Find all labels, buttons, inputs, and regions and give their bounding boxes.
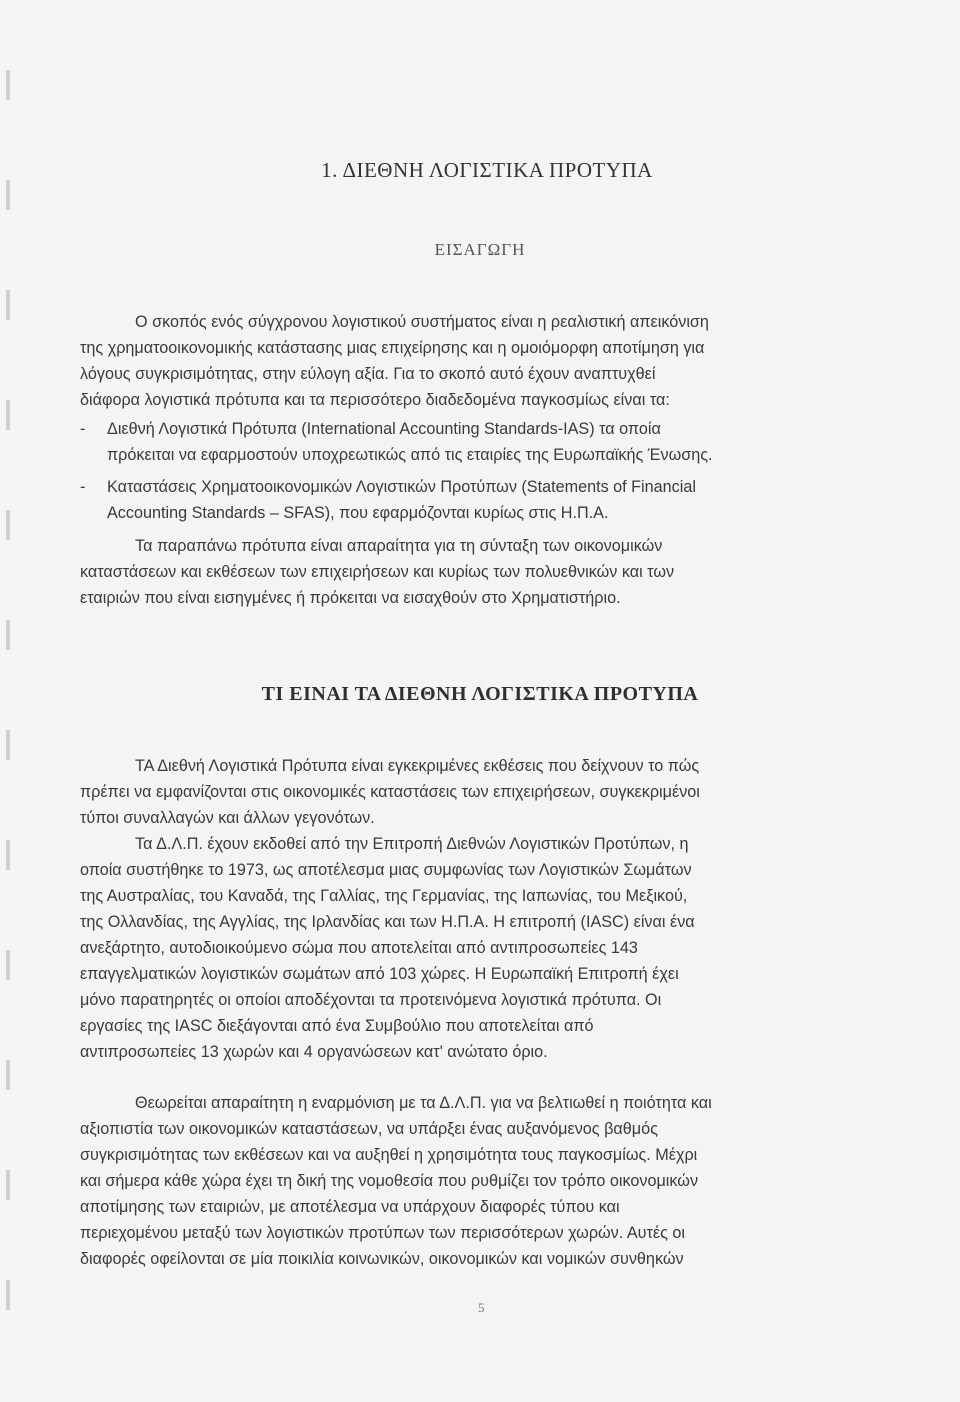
text-line: επαγγελματικών λογιστικών σωμάτων από 103 χώρες. Η Ευρωπαϊκή Επιτροπή έχει <box>80 965 679 983</box>
text-line: Τα Δ.Λ.Π. έχουν εκδοθεί από την Επιτροπή Διεθνών Λογιστικών Προτύπων, η <box>135 835 689 853</box>
text-line: καταστάσεων και εκθέσεων των επιχειρήσεων και κυρίως των πολυεθνικών και των <box>80 563 675 581</box>
page-number: 5 <box>478 1300 485 1315</box>
text-line: αποτίμησης των εταιριών, με αποτέλεσμα να υπάρχουν διαφορές τύπου και <box>80 1198 620 1216</box>
bullet-dash: - <box>80 420 86 438</box>
text-line: πρόκειται να εφαρμοστούν υποχρεωτικώς από τις εταιρίες της Ευρωπαϊκής Ένωσης. <box>107 446 713 464</box>
text-line: Accounting Standards – SFAS), που εφαρμόζονται κυρίως στις Η.Π.Α. <box>107 504 609 522</box>
text-line: συγκρισιμότητας των εκθέσεων και να αυξηθεί η χρησιμότητα τους παγκοσμίως. Μέχρι <box>80 1146 698 1164</box>
text-line: Καταστάσεις Χρηματοοικονομικών Λογιστικών Προτύπων (Statements of Financial <box>107 478 696 496</box>
text-line: λόγους συγκρισιμότητας, στην εύλογη αξία. Για το σκοπό αυτό έχουν αναπτυχθεί <box>80 365 656 383</box>
section-paragraph-2 <box>80 831 880 1065</box>
section-paragraph-3 <box>80 1090 880 1272</box>
scan-binding-edge <box>6 70 10 1390</box>
text-line: οποία συστήθηκε το 1973, ως αποτέλεσμα μιας συμφωνίας των Λογιστικών Σωμάτων <box>80 861 692 879</box>
text-line: τύποι συναλλαγών και άλλων γεγονότων. <box>80 809 375 827</box>
intro-closing-paragraph <box>80 533 880 611</box>
text-line: πρέπει να εμφανίζονται στις οικονομικές καταστάσεις των επιχειρήσεων, συγκεκριμένοι <box>80 783 700 801</box>
section-paragraph-1 <box>80 753 880 831</box>
text-line: της χρηματοοικονομικής κατάστασης μιας επιχείρησης και η ομοιόμορφη αποτίμηση για <box>80 339 705 357</box>
text-line: διαφορές οφείλονται σε μία ποικιλία κοινωνικών, οικονομικών και νομικών συνθηκών <box>80 1250 684 1268</box>
text-line: ΤΑ Διεθνή Λογιστικά Πρότυπα είναι εγκεκριμένες εκθέσεις που δείχνουν το πώς <box>135 757 700 775</box>
text-line: περιεχομένου μεταξύ των λογιστικών προτύπων των περισσότερων χωρών. Αυτές οι <box>80 1224 686 1242</box>
text-line: εργασίες της IASC διεξάγονται από ένα Συμβούλιο που αποτελείται από <box>80 1017 594 1035</box>
text-line: εταιριών που είναι εισηγμένες ή πρόκειται να εισαχθούν στο Χρηματιστήριο. <box>80 589 621 607</box>
intro-title: ΕΙΣΑΓΩΓΗ <box>434 240 526 259</box>
text-line: Διεθνή Λογιστικά Πρότυπα (International Accounting Standards-IAS) τα οποία <box>107 420 661 438</box>
bullet-item-sfas <box>80 474 880 526</box>
text-line: αντιπροσωπείες 13 χωρών και 4 οργανώσεων κατ' ανώτατο όριο. <box>80 1043 548 1061</box>
intro-paragraph <box>80 309 880 413</box>
text-line: της Αυστραλίας, του Καναδά, της Γαλλίας, της Γερμανίας, της Ιαπωνίας, του Μεξικού, <box>80 887 688 905</box>
text-line: διάφορα λογιστικά πρότυπα και τα περισσότερο διαδεδομένα παγκοσμίως είναι τα: <box>80 391 670 409</box>
text-line: μόνο παρατηρητές οι οποίοι αποδέχονται τα προτεινόμενα λογιστικά πρότυπα. Οι <box>80 991 662 1009</box>
bullet-dash: - <box>80 478 86 496</box>
text-line: και σήμερα κάθε χώρα έχει τη δική της νομοθεσία που ρυθμίζει τον τρόπο οικονομικών <box>80 1172 699 1190</box>
text-line: της Ολλανδίας, της Αγγλίας, της Ιρλανδίας και των Η.Π.Α. Η επιτροπή (IASC) είναι ένα <box>80 913 695 931</box>
text-line: ανεξάρτητο, αυτοδιοικούμενο σώμα που αποτελείται από αντιπροσωπείες 143 <box>80 939 638 957</box>
text-line: Ο σκοπός ενός σύγχρονου λογιστικού συστήματος είναι η ρεαλιστική απεικόνιση <box>135 313 709 331</box>
text-line: αξιοπιστία των οικονομικών καταστάσεων, να υπάρξει ένας αυξανόμενος βαθμός <box>80 1120 658 1138</box>
text-line: Θεωρείται απαραίτητη η εναρμόνιση με τα Δ.Λ.Π. για να βελτιωθεί η ποιότητα και <box>135 1094 712 1112</box>
bullet-item-ias <box>80 416 880 468</box>
chapter-title: 1. ΔΙΕΘΝΗ ΛΟΓΙΣΤΙΚΑ ΠΡΟΤΥΠΑ <box>321 158 653 182</box>
section-title: ΤΙ ΕΙΝΑΙ ΤΑ ΔΙΕΘΝΗ ΛΟΓΙΣΤΙΚΑ ΠΡΟΤΥΠΑ <box>261 683 699 705</box>
text-line: Τα παραπάνω πρότυπα είναι απαραίτητα για τη σύνταξη των οικονομικών <box>135 537 663 555</box>
